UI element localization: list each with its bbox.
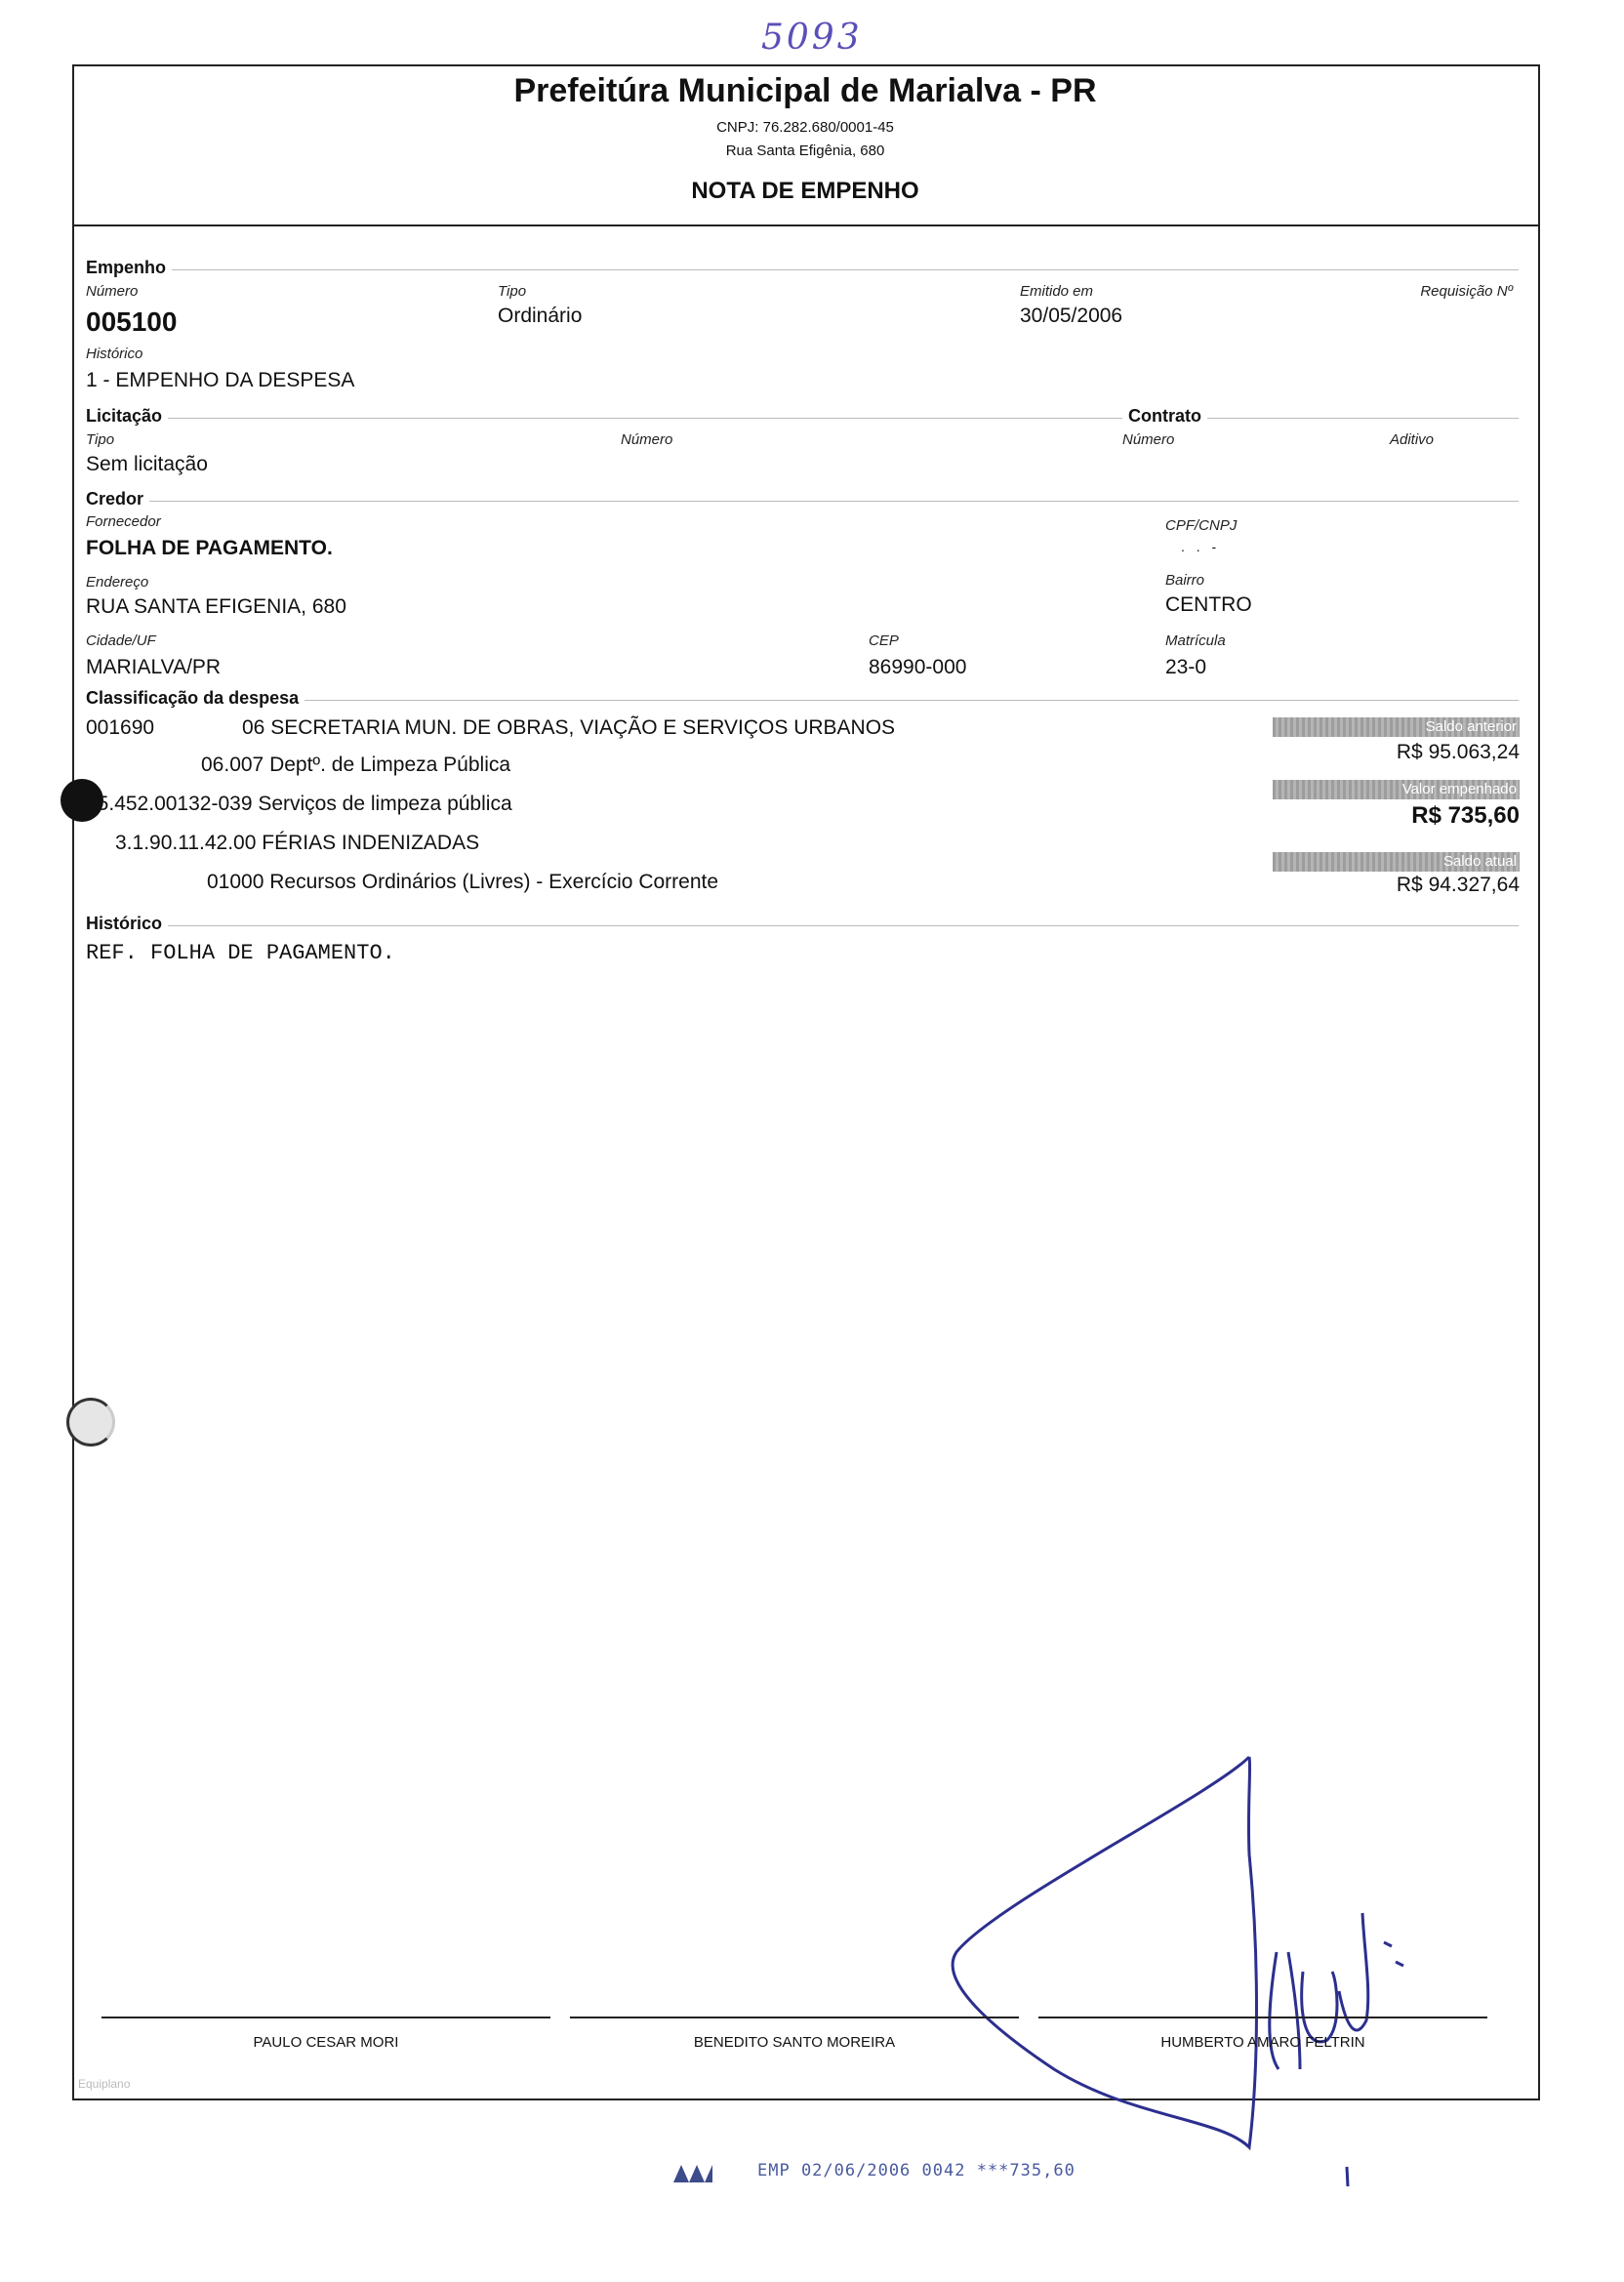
empenho-numero: 005100 bbox=[86, 306, 178, 337]
valor-empenhado-label: Valor empenhado bbox=[1273, 780, 1520, 799]
classificacao-recurso: 01000 Recursos Ordinários (Livres) - Exercício Corrente bbox=[207, 871, 719, 893]
classificacao-code: 001690 bbox=[86, 716, 155, 739]
empenho-emitido: 30/05/2006 bbox=[1020, 305, 1123, 327]
empenho-historico: 1 - EMPENHO DA DESPESA bbox=[86, 369, 355, 391]
historico-rule bbox=[86, 925, 1519, 926]
empenho-tipo-label: Tipo bbox=[498, 283, 527, 300]
licitacao-numero-label: Número bbox=[621, 431, 673, 448]
empenho-tipo: Ordinário bbox=[498, 305, 583, 327]
contrato-aditivo-label: Aditivo bbox=[1390, 431, 1435, 448]
credor-fornecedor-label: Fornecedor bbox=[86, 513, 161, 530]
credor-cpf: . . - bbox=[1181, 539, 1221, 554]
licitacao-section-label: Licitação bbox=[86, 406, 168, 427]
empenho-emitido-label: Emitido em bbox=[1020, 283, 1094, 300]
credor-fornecedor: FOLHA DE PAGAMENTO. bbox=[86, 537, 333, 559]
signature-line-2 bbox=[570, 2017, 1019, 2018]
credor-cep-label: CEP bbox=[869, 632, 899, 649]
licitacao-tipo-label: Tipo bbox=[86, 431, 115, 448]
saldo-atual-value: R$ 94.327,64 bbox=[1396, 874, 1520, 896]
signature-line-3 bbox=[1038, 2017, 1487, 2018]
empenho-numero-label: Número bbox=[86, 283, 139, 300]
header-title: Prefeitúra Municipal de Marialva - PR bbox=[513, 72, 1097, 109]
saldo-anterior-label: Saldo anterior bbox=[1273, 717, 1520, 737]
historico-section-label: Histórico bbox=[86, 914, 168, 934]
software-credit: Equiplano bbox=[78, 2077, 131, 2091]
empenho-rule bbox=[86, 269, 1519, 270]
classificacao-section-label: Classificação da despesa bbox=[86, 688, 304, 709]
header-cnpj: CNPJ: 76.282.680/0001-45 bbox=[716, 119, 894, 136]
classificacao-elemento: 3.1.90.11.42.00 FÉRIAS INDENIZADAS bbox=[115, 832, 480, 854]
licitacao-tipo: Sem licitação bbox=[86, 453, 208, 475]
credor-endereco: RUA SANTA EFIGENIA, 680 bbox=[86, 595, 346, 618]
contrato-numero-label: Número bbox=[1122, 431, 1175, 448]
signature-line-1 bbox=[102, 2017, 550, 2018]
header-address: Rua Santa Efigênia, 680 bbox=[725, 143, 885, 159]
saldo-atual-label: Saldo atual bbox=[1273, 852, 1520, 872]
credor-matricula-label: Matrícula bbox=[1165, 632, 1226, 649]
signature-name-1: PAULO CESAR MORI bbox=[253, 2034, 399, 2051]
stamp-logo-icon bbox=[673, 2165, 712, 2182]
historico-text: REF. FOLHA DE PAGAMENTO. bbox=[86, 941, 395, 965]
licitacao-rule bbox=[86, 418, 1519, 419]
credor-bairro-label: Bairro bbox=[1165, 572, 1205, 589]
signature-name-2: BENEDITO SANTO MOREIRA bbox=[693, 2034, 896, 2051]
valor-empenhado-value: R$ 735,60 bbox=[1411, 802, 1520, 829]
handwritten-signature bbox=[937, 1659, 1483, 2186]
credor-cpf-label: CPF/CNPJ bbox=[1165, 517, 1238, 534]
credor-section-label: Credor bbox=[86, 489, 149, 509]
contrato-section-label: Contrato bbox=[1122, 406, 1207, 427]
credor-cidade-label: Cidade/UF bbox=[86, 632, 156, 649]
empenho-historico-label: Histórico bbox=[86, 346, 143, 362]
binder-hole-partial bbox=[66, 1398, 115, 1447]
credor-cep: 86990-000 bbox=[869, 656, 967, 678]
credor-bairro: CENTRO bbox=[1165, 593, 1252, 616]
credor-rule bbox=[86, 501, 1519, 502]
credor-endereco-label: Endereço bbox=[86, 574, 149, 591]
doc-title: NOTA DE EMPENHO bbox=[691, 178, 919, 204]
handwritten-number: 5093 bbox=[761, 18, 863, 58]
classificacao-funcional: 15.452.00132-039 Serviços de limpeza pública bbox=[86, 793, 512, 815]
signature-name-3: HUMBERTO AMARO FELTRIN bbox=[1160, 2034, 1365, 2051]
empenho-section-label: Empenho bbox=[86, 258, 172, 278]
saldo-anterior-value: R$ 95.063,24 bbox=[1396, 741, 1520, 763]
header-divider bbox=[72, 224, 1538, 226]
bottom-stamp: EMP 02/06/2006 0042 ***735,60 bbox=[757, 2161, 1076, 2180]
credor-cidade: MARIALVA/PR bbox=[86, 656, 222, 678]
empenho-requisicao-label: Requisição Nº bbox=[1420, 283, 1513, 300]
credor-matricula: 23-0 bbox=[1165, 656, 1207, 678]
classificacao-orgao: 06 SECRETARIA MUN. DE OBRAS, VIAÇÃO E SERVIÇOS URBANOS bbox=[242, 716, 896, 739]
classificacao-unidade: 06.007 Deptº. de Limpeza Pública bbox=[201, 754, 511, 776]
